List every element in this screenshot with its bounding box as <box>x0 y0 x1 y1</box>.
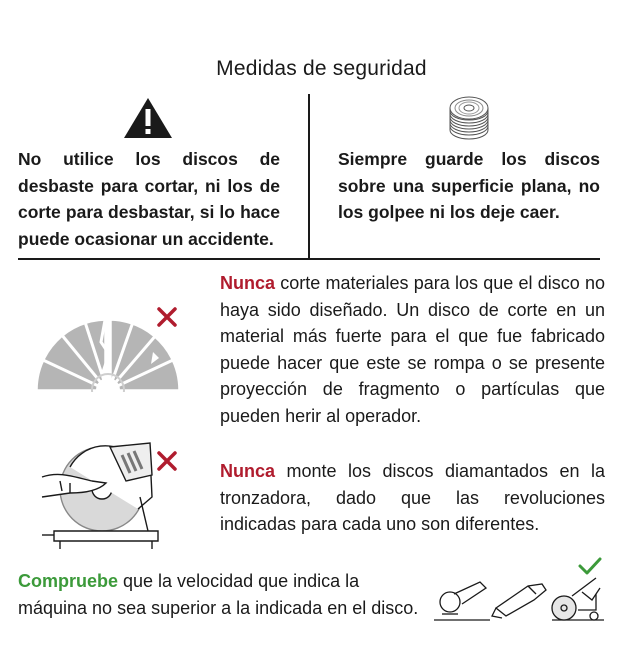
rule1-paragraph <box>220 270 605 429</box>
column-divider <box>308 94 310 258</box>
rule2-keyword: Nunca <box>220 461 276 481</box>
rule1-keyword: Nunca <box>220 273 276 293</box>
rule3-paragraph <box>18 568 430 621</box>
rule2-paragraph <box>220 458 605 538</box>
disc-stack-icon <box>446 94 492 140</box>
section-divider <box>18 258 600 260</box>
warning-text: No utilice los discos de desbaste para cortar, ni los de corte para desbastar, si lo hace puede ocasionar un accidente. <box>18 149 280 249</box>
rule3-text: que la velocidad que indica la máquina no sea superior a la indicada en el disco. <box>18 571 419 618</box>
green-check-icon <box>577 556 603 576</box>
power-tools-icon <box>432 574 607 624</box>
page-title: Medidas de seguridad <box>216 57 427 80</box>
warning-icon <box>122 96 174 140</box>
red-x-icon <box>156 450 178 472</box>
rule1-text: corte materiales para los que el disco no haya sido diseñado. Un disco de corte en un material más fuerte para el que fue fabricado puede hacer que este se rompa o se presente proyección de fragmento o partículas que pueden herir al operador. <box>220 273 605 426</box>
rule3-keyword: Compruebe <box>18 571 119 591</box>
cutoff-saw-icon <box>40 437 170 552</box>
red-x-icon <box>156 306 178 328</box>
rule2-text: monte los discos diamantados en la tronzadora, dado que las revoluciones indicadas para cada uno son diferentes. <box>220 461 605 534</box>
storage-text: Siempre guarde los discos sobre una superficie plana, no los golpee ni los deje caer. <box>338 149 600 222</box>
